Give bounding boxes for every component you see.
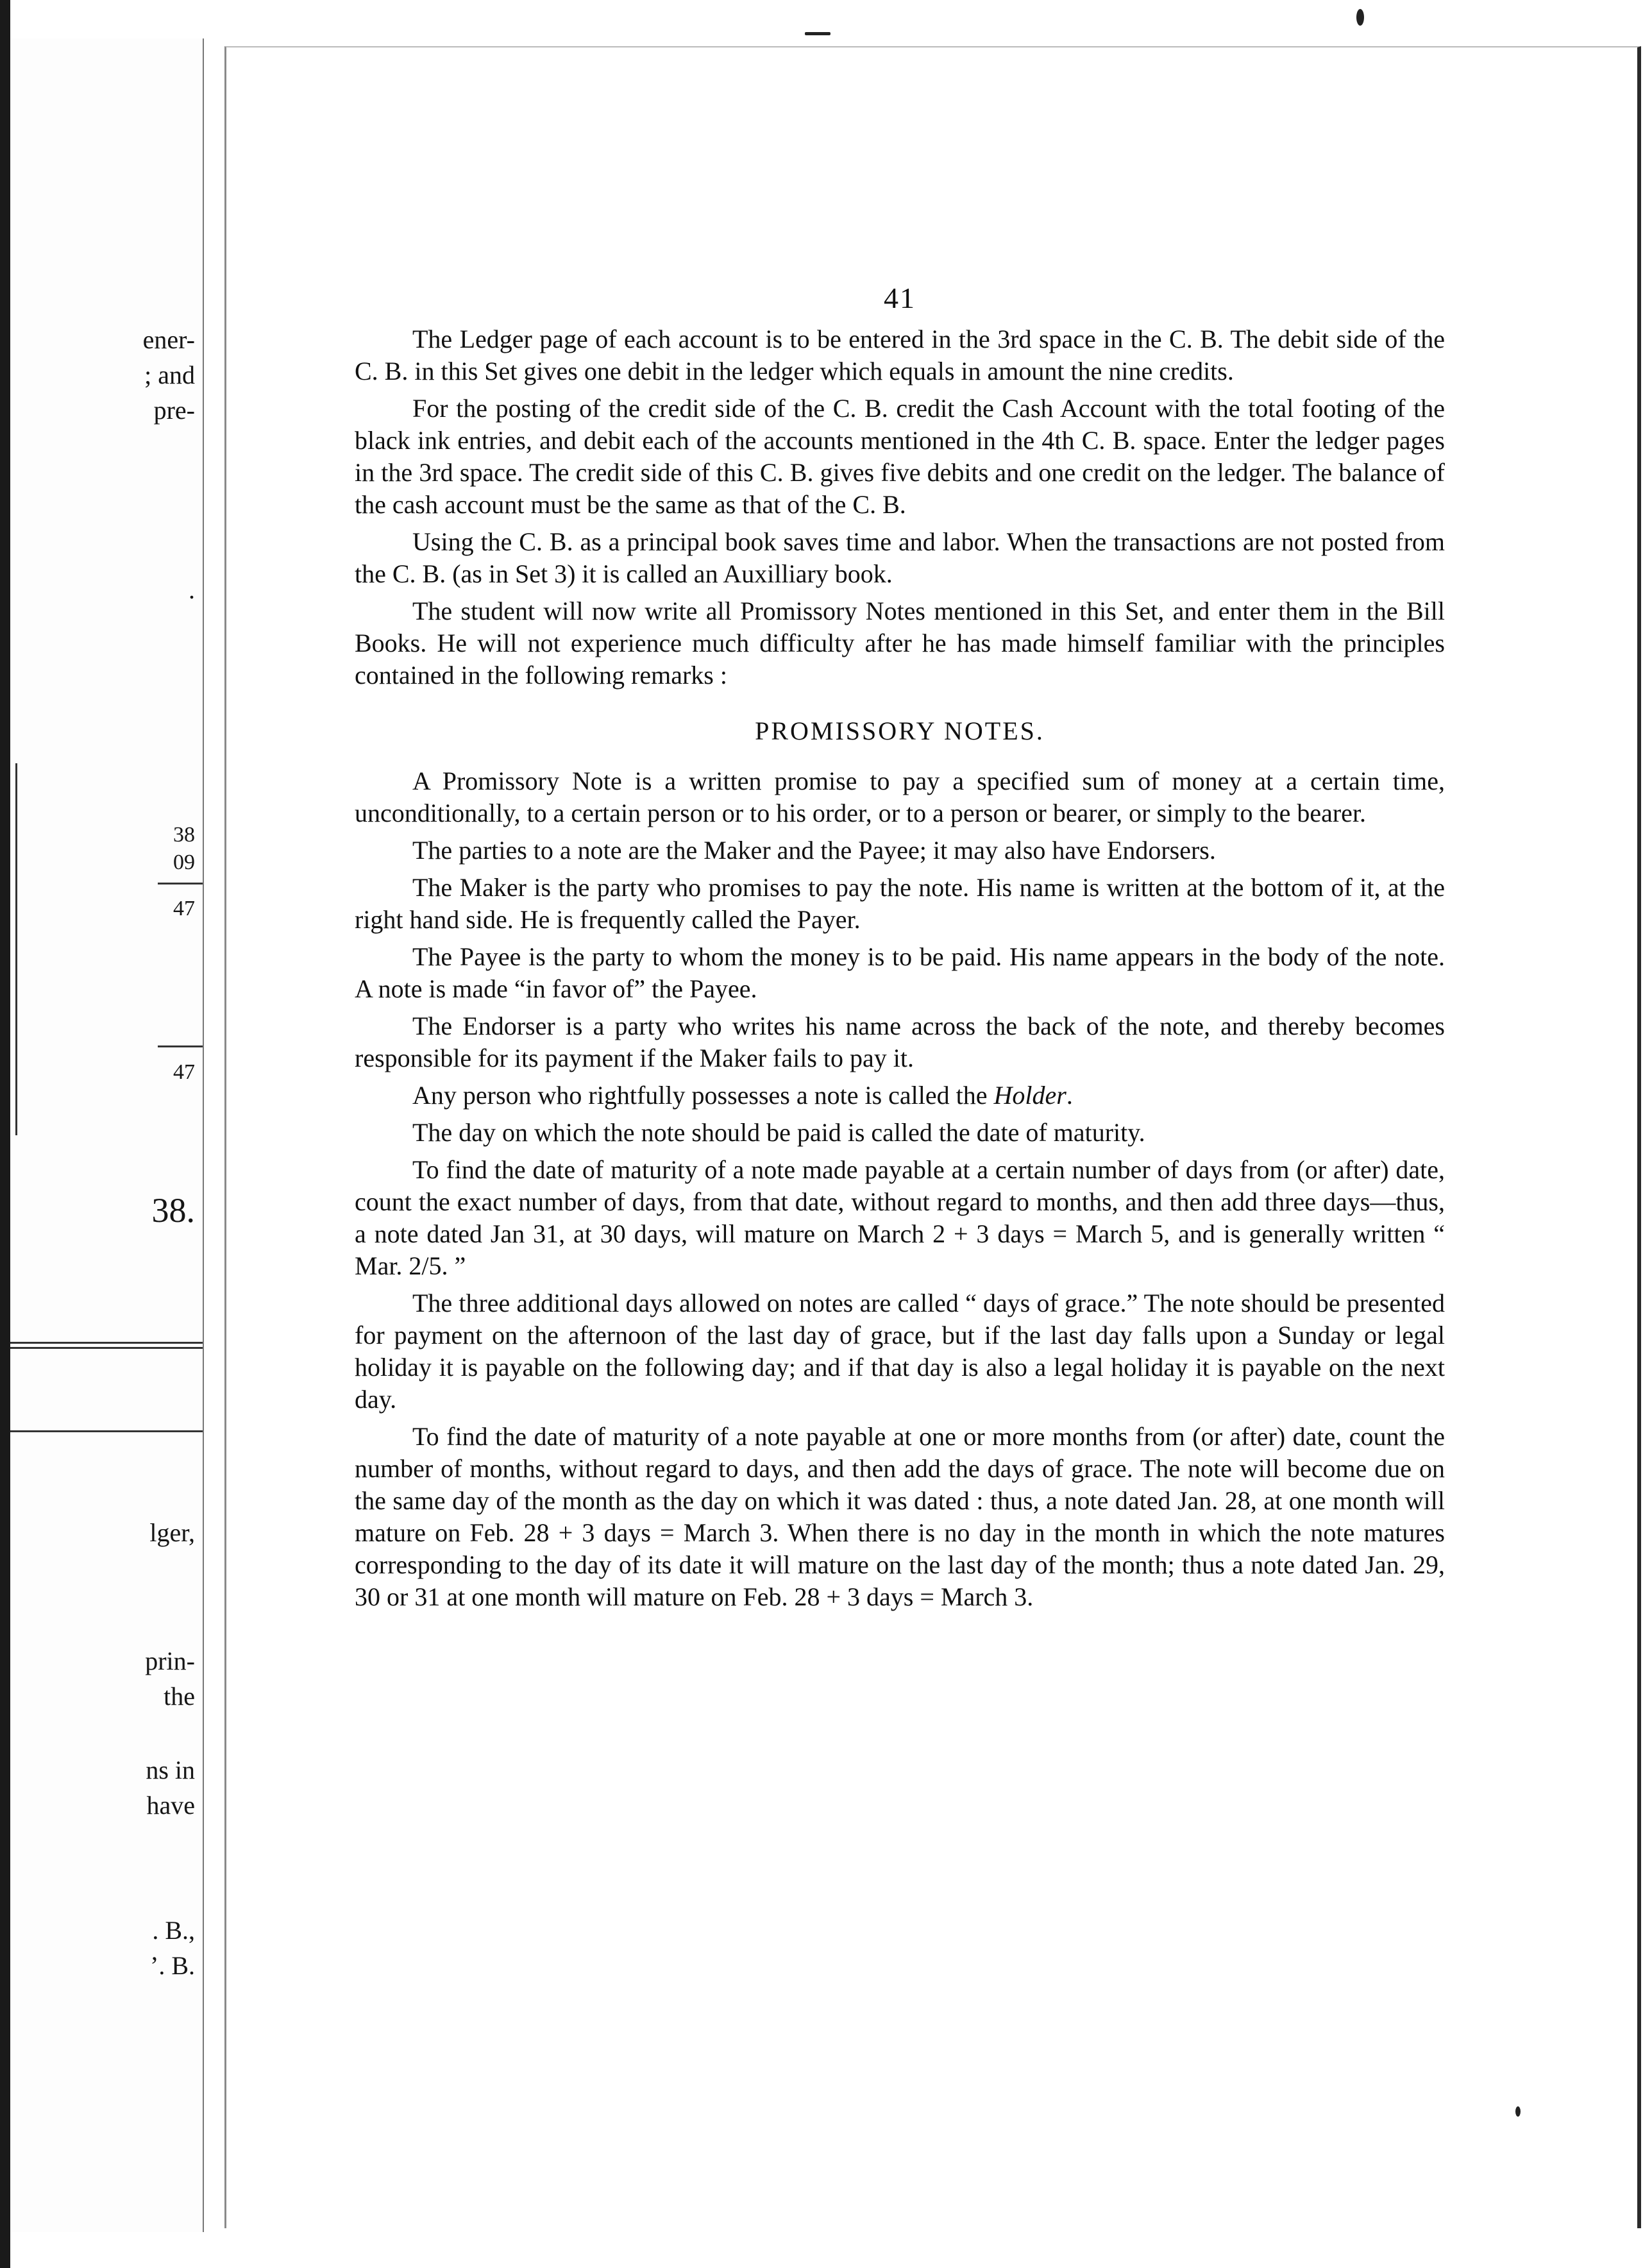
facing-text: . B., [152, 1916, 195, 1945]
facing-text: prin- [145, 1646, 195, 1675]
facing-text: have [146, 1791, 195, 1820]
page-number-container [355, 281, 1445, 319]
rule [10, 1430, 203, 1432]
facing-number: 38 [173, 823, 195, 847]
facing-text: 38. [151, 1191, 195, 1230]
holder-end: . [1066, 1081, 1073, 1110]
paragraph: To find the date of maturity of a note payable at one or more months from (or after) date, count the number of months, without regard to days, and then add the days of grace. The note will become due on the same day of the month as the day on which it was dated : thus, a note dated Jan. 28, at one month will mature on Feb. 28 + 3 days = March 3. When there is no day in the month in which the note matures corresponding to the day of its date it will mature on the last day of the month; thus a note dated Jan. 29, 30 or 31 at one month will mature on Feb. 28 + 3 days = March 3. [355, 1422, 1445, 1611]
page-number: 41 [884, 282, 916, 314]
paragraph: The parties to a note are the Maker and the Payee; it may also have Endorsers. [412, 836, 1216, 865]
paragraph: The student will now write all Promissory Notes mentioned in this Set, and enter them in the Bill Books. He will not experience much difficulty after he has made himself familiar with the principles contained in the following remarks : [355, 597, 1445, 690]
paragraph: The Ledger page of each account is to be entered in the 3rd space in the C. B. The debit side of the C. B. in this Set gives one debit in the ledger which equals in amount the nine credits. [355, 325, 1445, 385]
paragraph: The three additional days allowed on notes are called “ days of grace.” The note should be presented for payment on the afternoon of the last day of grace, but if the last day falls upon a Sunday or legal holiday it is payable on the following day; and if that day is also a legal holiday it is payable on the next day. [355, 1289, 1445, 1414]
facing-text: ; and [144, 360, 195, 389]
paragraph: The Endorser is a party who writes his name across the back of the note, and thereby becomes responsible for its payment if the Maker fails to pay it. [355, 1011, 1445, 1072]
paragraph: The Payee is the party to whom the money is to be paid. His name appears in the body of the note. A note is made “in favor of” the Payee. [355, 942, 1445, 1003]
facing-text: lger, [149, 1518, 195, 1547]
paragraph: The Maker is the party who promises to pay the note. His name is written at the bottom of it, at the right hand side. He is frequently called the Payer. [355, 873, 1445, 934]
holder-term: Holder [993, 1081, 1066, 1110]
facing-number: 47 [173, 897, 195, 920]
paragraph: For the posting of the credit side of the C. B. credit the Cash Account with the total footing of the black ink entries, and debit each of the accounts mentioned in the 4th C. B. space. Enter the ledger pages in the 3rd space. The credit side of this C. B. gives five debits and one credit on the ledger. The balance of the cash account must be the same as that of the C. B. [355, 394, 1445, 519]
scan-speck [805, 32, 830, 35]
facing-text: . [189, 575, 195, 604]
double-rule [10, 1342, 203, 1344]
facing-number: 47 [173, 1060, 195, 1084]
sum-rule [158, 883, 203, 884]
facing-text: pre- [153, 396, 195, 425]
paragraph: Using the C. B. as a principal book saves time and labor. When the transactions are not posted from the C. B. (as in Set 3) it is called an Auxilliary book. [355, 527, 1445, 588]
book-page [224, 46, 1641, 2228]
table-rule-vertical [15, 763, 17, 1135]
scan-speck [1356, 9, 1364, 26]
facing-text: ener- [142, 325, 195, 354]
sum-rule [158, 1045, 203, 1047]
holder-text: Any person who rightfully possesses a note is called the [412, 1081, 994, 1110]
facing-text: ’. B. [150, 1951, 195, 1980]
scan-speck [1515, 2106, 1521, 2117]
section-heading: PROMISSORY NOTES. [755, 716, 1045, 745]
facing-page-fragment [10, 38, 204, 2232]
paragraph-holder [355, 1079, 1445, 1112]
page-body [355, 323, 1445, 1618]
paragraph: The day on which the note should be paid is called the date of maturity. [412, 1118, 1145, 1147]
double-rule [10, 1347, 203, 1349]
scan-border [0, 0, 10, 2268]
facing-text: the [164, 1682, 195, 1711]
paragraph: A Promissory Note is a written promise to pay a specified sum of money at a certain time, unconditionally, to a certain person or to his order, or to a person or bearer, or simply to the bearer. [355, 766, 1445, 827]
facing-text: ns in [146, 1756, 195, 1784]
facing-number: 09 [173, 851, 195, 874]
paragraph: To find the date of maturity of a note made payable at a certain number of days from (or after) date, count the exact number of days, from that date, without regard to months, and then add three days—thus, a note dated Jan 31, at 30 days, will mature on March 2 + 3 days = March 5, and is generally written “ Mar. 2/5. ” [355, 1155, 1445, 1280]
